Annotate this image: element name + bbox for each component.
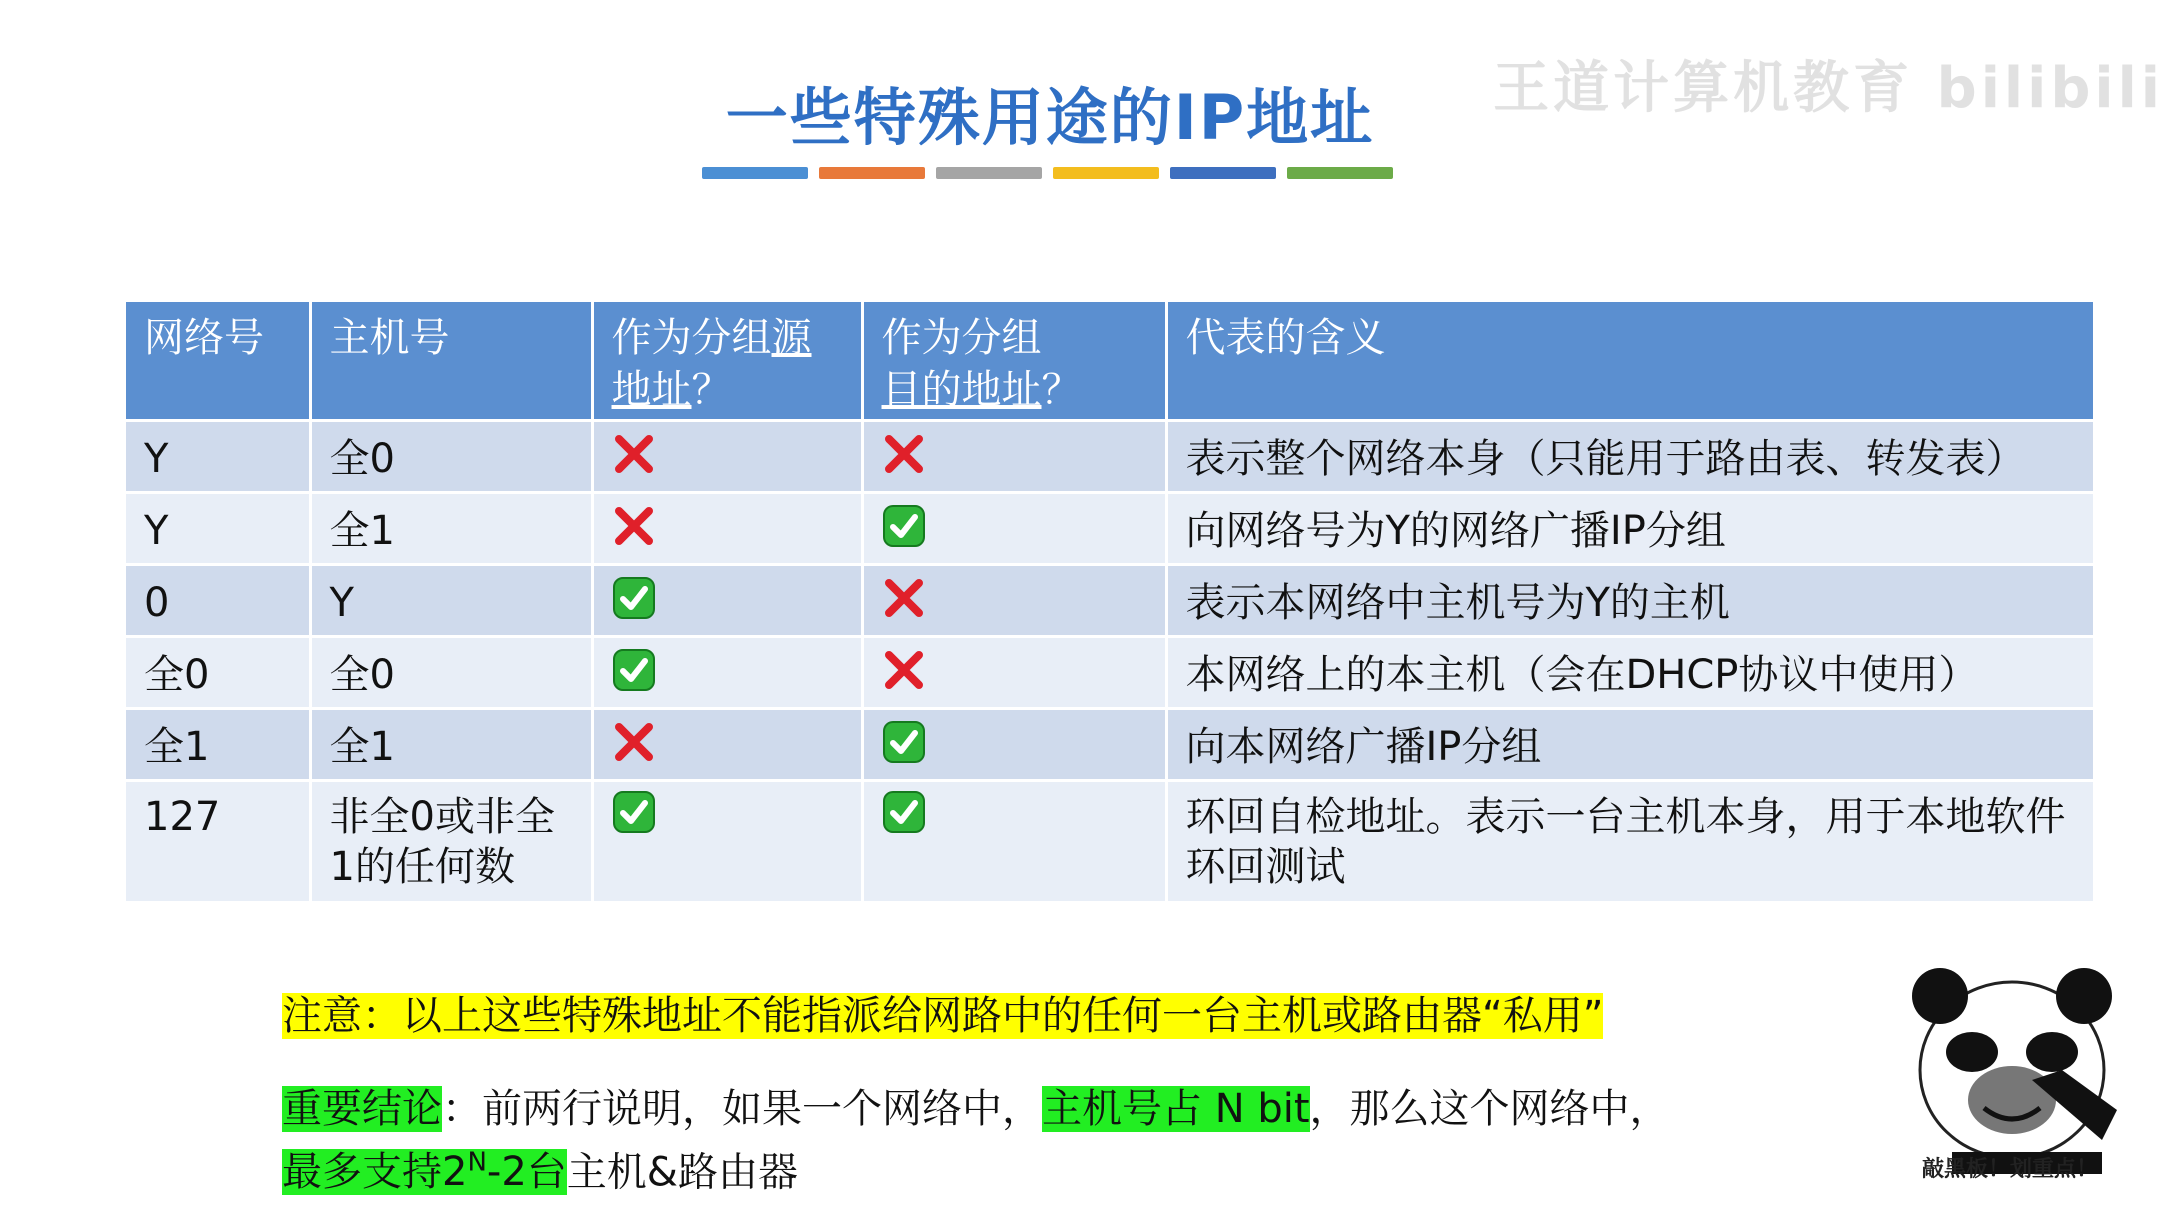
color-bar-1 (702, 167, 808, 179)
cell-meaning: 本网络上的本主机（会在DHCP协议中使用） (1166, 636, 2095, 708)
cell-as-source (592, 420, 862, 492)
red-cross-icon (882, 432, 926, 476)
header-network: 网络号 (126, 302, 310, 420)
cell-host: 全0 (310, 420, 592, 492)
color-bar-2 (819, 167, 925, 179)
red-cross-icon (882, 648, 926, 692)
conclusion-part2: ，那么这个网络中， (1309, 1086, 1670, 1132)
table-row (126, 780, 2095, 902)
page-title: 一些特殊用途的IP地址 (725, 81, 1375, 154)
cell-network: Y (126, 420, 310, 492)
cell-as-source (592, 492, 862, 564)
header-dest-text-b: 目的地址 (881, 367, 1042, 413)
cell-meaning: 表示整个网络本身（只能用于路由表、转发表） (1166, 420, 2095, 492)
cell-network: 全0 (126, 636, 310, 708)
color-bar-6 (1287, 167, 1393, 179)
header-meaning: 代表的含义 (1166, 302, 2095, 420)
cell-host: 非全0或非全1的任何数 (310, 780, 592, 902)
red-cross-icon (612, 504, 656, 548)
header-host: 主机号 (310, 302, 592, 420)
red-cross-icon (612, 432, 656, 476)
cell-host: 全1 (310, 708, 592, 780)
cell-host: 全1 (310, 492, 592, 564)
green-check-icon (612, 576, 656, 620)
conclusion-colon: ： (442, 1086, 482, 1132)
header-dest-q: ？ (1041, 367, 1082, 413)
title-color-bars (702, 167, 1393, 179)
watermark-logo: 王道计算机教育 bilibili (1493, 56, 2164, 121)
cell-as-dest (862, 564, 1166, 636)
cell-as-source (592, 708, 862, 780)
cell-host: 全0 (310, 636, 592, 708)
green-check-icon (612, 648, 656, 692)
note-line (282, 988, 1603, 1044)
cell-meaning: 表示本网络中主机号为Y的主机 (1166, 564, 2095, 636)
cell-as-dest (862, 708, 1166, 780)
cell-network: 127 (126, 780, 310, 902)
header-source-text-c: 地址 (611, 367, 692, 413)
max-hosts-post: -2台 (486, 1149, 567, 1196)
cell-meaning: 环回自检地址。表示一台主机本身，用于本地软件环回测试 (1166, 780, 2095, 902)
color-bar-5 (1170, 167, 1276, 179)
red-cross-icon (612, 720, 656, 764)
cell-as-source (592, 564, 862, 636)
header-source-q: ？ (691, 367, 732, 413)
table-header-row (126, 302, 2095, 420)
color-bar-3 (936, 167, 1042, 179)
table-row (126, 420, 2095, 492)
header-as-source (592, 302, 862, 420)
meme-caption: 敲黑板！划重点！ (1921, 1157, 2098, 1182)
red-cross-icon (882, 576, 926, 620)
table-row (126, 564, 2095, 636)
conclusion-part3: 主机&路由器 (566, 1149, 798, 1196)
special-ip-table (126, 302, 2096, 904)
cell-network: Y (126, 492, 310, 564)
cell-host: Y (310, 564, 592, 636)
green-check-icon (882, 504, 926, 548)
conclusion-part1: 前两行说明，如果一个网络中， (482, 1086, 1042, 1132)
color-bar-4 (1053, 167, 1159, 179)
max-hosts-sup: N (467, 1148, 487, 1178)
table-row (126, 708, 2095, 780)
conclusion-highlight-max-hosts (282, 1149, 567, 1195)
header-source-text-a: 作为分组 (611, 315, 772, 361)
cell-meaning: 向网络号为Y的网络广播IP分组 (1166, 492, 2095, 564)
cell-as-dest (862, 420, 1166, 492)
conclusion (282, 1082, 1670, 1199)
cell-as-dest (862, 492, 1166, 564)
header-source-text-b: 源 (771, 315, 812, 361)
cell-network: 全1 (126, 708, 310, 780)
conclusion-label: 重要结论 (282, 1086, 442, 1132)
table-row (126, 492, 2095, 564)
cell-as-source (592, 636, 862, 708)
cell-network: 0 (126, 564, 310, 636)
table-row (126, 636, 2095, 708)
conclusion-highlight-host-bits: 主机号占 N bit (1042, 1086, 1310, 1132)
note-text: 注意：以上这些特殊地址不能指派给网路中的任何一台主机或路由器“私用” (282, 993, 1604, 1039)
max-hosts-pre: 最多支持2 (282, 1149, 468, 1196)
header-as-dest (862, 302, 1166, 420)
cell-as-source (592, 780, 862, 902)
cell-meaning: 向本网络广播IP分组 (1166, 708, 2095, 780)
green-check-icon (882, 720, 926, 764)
cell-as-dest (862, 636, 1166, 708)
green-check-icon (612, 790, 656, 834)
header-dest-text-a: 作为分组 (881, 315, 1042, 361)
cell-as-dest (862, 780, 1166, 902)
green-check-icon (882, 790, 926, 834)
